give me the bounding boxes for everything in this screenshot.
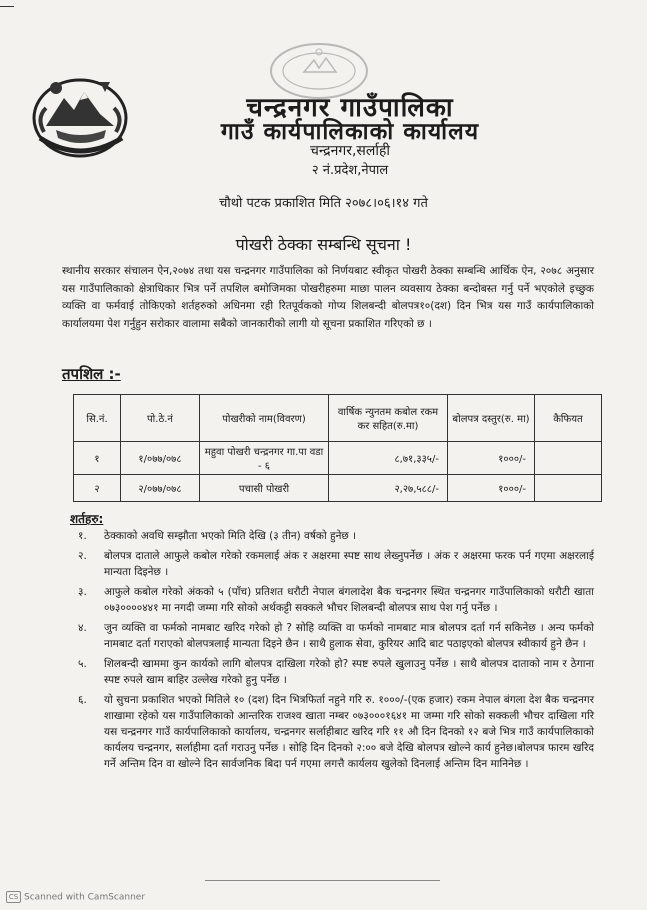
cell-serial: १ [74,442,121,475]
details-heading: तपशिल :- [62,365,121,383]
office-address: चन्द्रनगर,सर्लाही [309,143,391,159]
office-name: गाउँ कार्यपालिकाको कार्यालय [220,119,480,145]
condition-number: ४. [78,622,87,634]
condition-item [78,692,594,772]
cell-tender-no: २/०७७/०७८ [121,475,200,502]
cell-min-bid: ८,७१,३३५/- [329,442,448,475]
condition-text: बोलपत्र दाताले आफुले कबोल गरेको रकमलाई अंक र अक्षरमा स्पष्ट साथ लेख्नुपर्नेछ । अंक र अक्षरमा फरक पर्न गएमा अक्षरलाई मान्यता दिइनेछ । [104,550,594,578]
condition-text: शिलबन्दी खाममा कुन कार्यको लागि बोलपत्र दाखिला गरेको हो? स्पष्ट रुपले खुलाउनु पर्नेछ । साथै बोलपत्र दाताको नाम र ठेगाना स्पष्ट रुपले खाम बाहिर उल्लेख गरेको हुनु पर्नेछ । [104,658,594,686]
publication-date: चौथो पटक प्रकाशित मिति २०७८।०६।१४ गते [219,196,428,211]
pond-tender-table [73,394,602,502]
footer-divider [205,880,440,881]
condition-item [78,584,594,616]
col-pond-name: पोखरीको नाम(विवरण) [200,395,329,442]
cell-min-bid: २,२७,५८८/- [329,475,448,502]
notice-title: पोखरी ठेक्का सम्बन्धि सूचना ! [235,235,412,254]
col-serial: सि.नं. [74,395,121,442]
condition-text: ठेक्काको अवधि सम्झौता भएको मिति देखि (३ तीन) वर्षको हुनेछ । [104,530,357,542]
cell-pond-name: महुवा पोखरी चन्द्रनगर गा.पा वडा - ६ [200,442,329,475]
camscanner-logo-icon: CS [6,891,21,903]
condition-number: ६. [78,694,87,706]
conditions-list [78,528,594,776]
condition-item [78,620,594,652]
scan-edge-line [0,6,14,7]
cell-remarks [535,442,602,475]
cell-remarks [535,475,602,502]
col-remarks: कैफियत [535,395,602,442]
municipality-name: चन्द्रनगर गाउँपालिका [246,93,454,123]
col-tender-no: पो.ठे.नं [121,395,200,442]
condition-item [78,528,594,544]
cell-serial: २ [74,475,121,502]
col-fee: बोलपत्र दस्तुर(रु. मा) [448,395,535,442]
table-header-row [74,395,602,442]
col-min-bid: वार्षिक न्युनतम कबोल रकम कर सहित(रु.मा) [329,395,448,442]
scanner-watermark [6,891,145,903]
condition-text: आफुले कबोल गरेको अंकको ५ (पाँच) प्रतिशत धरौटी नेपाल बंगलादेश बैक चन्द्रनगर स्थित चन्द्रनगर गाउँपालिकाको धरौटी खाता ०७३००००४४१ मा नगदी जम्मा गरि सोको अर्थकट्टी सक्कले भौचर शिलबन्दी बोलपत्र साथ पेश गर्नु पर्नेछ । [104,586,594,614]
table-row [74,475,602,502]
condition-item [78,548,594,580]
cell-fee: १०००/- [448,475,535,502]
cell-pond-name: पचासी पोखरी [200,475,329,502]
condition-text: जुन व्यक्ति वा फर्मको नामबाट खरिद गरेको हो ? सोहि व्यक्ति वा फर्मको नामबाट मात्र बोलपत्र दर्ता गर्न सकिनेछ । अन्य फर्मको नामबाट दर्ता गराएको बोलपत्रलाई मान्यता दिइने छैन । साथै हुलाक सेवा, कुरियर आदि बाट पठाइएको बोलपत्र स्वीकार्य हुने छैन । [104,622,594,650]
cell-fee: १०००/- [448,442,535,475]
condition-item [78,656,594,688]
conditions-heading: शर्तहरु: [70,512,104,526]
condition-number: २. [78,550,87,562]
condition-number: ५. [78,658,87,670]
nepal-emblem-logo [26,68,134,160]
cell-tender-no: १/०७७/०७८ [121,442,200,475]
condition-number: ३. [78,586,87,598]
scanner-text: Scanned with CamScanner [24,892,146,903]
condition-number: १. [78,530,87,542]
office-province: २ नं.प्रदेश,नेपाल [311,163,389,178]
condition-text: यो सुचना प्रकाशित भएको मितिले १० (दश) दिन भित्रफिर्ता नहुने गरि रु. १०००/-(एक हजार) रकम नेपाल बंगला देश बैक चन्द्रनगर शाखामा रहेको यस गाउँपालिकाको आन्तरिक राजश्व खाता नम्बर ०७३०००१६४१ मा जम्मा गरि सोको सक्कली भौचर दाखिला गरि यस चन्द्रनगर गाउँ कार्यपालिकाको कार्यालय, चन्द्रनगर सर्लाहीबाट खरिद गरि ११ औ दिन दिनको १२ बजे भित्र गाउँ कार्यपालिकाको कार्यलय चन्द्रनगर, सर्लाहीमा दर्ता गराउनु पर्नेछ । सोहि दिन दिनको २:०० बजे देखि बोलपत्र खोल्ने कार्य हुनेछ।बोलपत्र फारम खरिद गर्ने अन्तिम दिन वा खोल्ने दिन सार्वजनिक बिदा पर्न गएमा लगत्तै कार्यलय खुलेको दिनलाई अन्तिम दिन मानिनेछ । [104,694,594,770]
table-row [74,442,602,475]
intro-paragraph: स्थानीय सरकार संचालन ऐन,२०७४ तथा यस चन्द्रनगर गाउँपालिका को निर्णयबाट स्वीकृत पोखरी ठेक्का सम्बन्धि आर्थिक ऐन, २०७८ अनुसार यस गाउँपालिकाको क्षेत्राधिकार भित्र पर्ने तपशिल बमोजिमका पोखरीहरुमा माछा पालन व्यवसाय ठेक्का बन्दोबस्त गर्नु पर्ने भएकोले इच्छुक व्यक्ति वा फर्मवाई तोकिएको शर्तहरुको अधिनमा रही रितपूर्वकको गोप्य शिलबन्दी बोलपत्र१०(दश) दिन भित्र यस गाउँ कार्यपालिकाको कार्यालयमा पेश गर्नुहुन सरोकार वालामा सबैको जानकारीको लागी यो सूचना प्रकाशित गरिएको छ । [62,265,594,330]
